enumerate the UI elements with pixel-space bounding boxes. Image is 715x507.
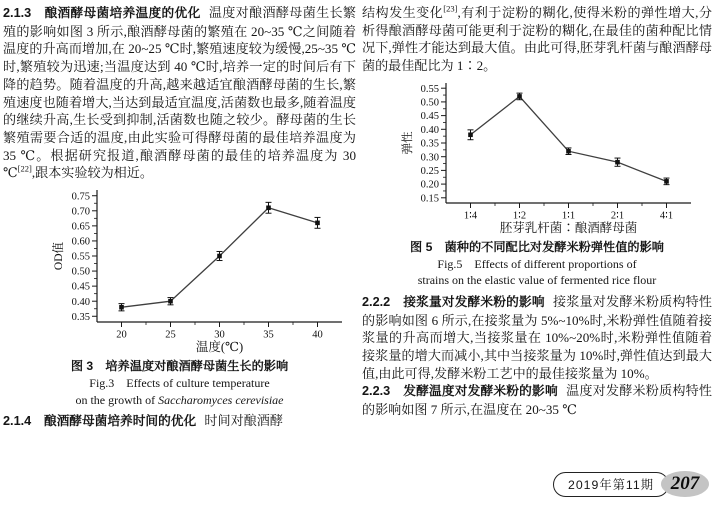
svg-text:0.55: 0.55 [420,83,439,95]
paragraph-continuation-text: 结构发生变化 [362,5,444,20]
svg-text:OD值: OD值 [53,241,65,271]
figure-3-caption [3,358,356,408]
section-heading-2-1-3: 2.1.3 酿酒酵母菌培养温度的优化 [3,6,201,20]
figure-3-caption-en-line2: on the growth of Saccharomyces cerevisiae [75,392,284,407]
paragraph-2-1-4 [3,412,356,431]
svg-text:0.30: 0.30 [420,152,439,164]
figure-3 [3,186,356,408]
section-heading-2-2-3: 2.2.3 发酵温度对发酵米粉的影响 [362,384,558,399]
svg-text:0.25: 0.25 [420,165,439,177]
section-heading-2-2-2: 2.2.2 接浆量对发酵米粉的影响 [362,294,545,309]
paragraph-2-2-2 [362,293,712,383]
paragraph-2-1-3-text-end: ,跟本实验较为相近。 [31,165,153,181]
citation-ref-22: [22] [17,163,32,174]
svg-text:0.35: 0.35 [71,311,90,323]
svg-text:4∶1: 4∶1 [659,210,674,222]
figure-3-line-chart [51,186,351,356]
paragraph-2-2-3-text: 温度对发酵米粉质构特性的影响如图 7 所示,在温度在 20~35 ℃ [362,383,713,418]
page-footer [553,470,711,498]
svg-text:2∶1: 2∶1 [610,210,625,222]
paragraph-continuation-text-end: ,有利于淀粉的糊化,使得米粉的弹性增大,分析得酿酒酵母菌可能更利于淀粉的糊化,在最佳的菌种配比情况下,弹性才能达到最大值。由此可得,胚芽乳杆菌与酿酒酵母菌的最佳配比为 1∶2。 [362,5,712,74]
figure-5-caption-zh: 图 5 菌种的不同配比对发酵米粉弹性值的影响 [410,239,664,254]
right-column [362,4,712,419]
svg-text:0.40: 0.40 [71,296,90,308]
svg-text:弹性: 弹性 [402,131,414,155]
figure-5 [362,79,712,289]
svg-text:0.65: 0.65 [71,221,90,233]
svg-text:温度(℃): 温度(℃) [195,340,244,355]
left-column [3,4,356,431]
svg-text:35: 35 [263,329,274,341]
svg-text:1∶1: 1∶1 [561,210,576,222]
svg-text:30: 30 [214,329,225,341]
svg-text:0.50: 0.50 [420,97,439,109]
svg-text:0.15: 0.15 [420,193,439,205]
svg-text:40: 40 [312,329,323,341]
paragraph-2-2-2-text: 接浆量对发酵米粉质构特性的影响如图 6 所示,在接浆量为 5%~10%时,米粉弹性值随着接浆量的升高而增大,当接浆量在 10%~20%时,米粉弹性值随着接浆量的增大而减小,其中当接浆量为 10%时,弹性值达到最大值,由此可得,发酵米粉工艺中的最佳接浆量为 10%。 [362,293,713,381]
svg-text:0.35: 0.35 [420,138,439,150]
section-heading-2-1-4: 2.1.4 酿酒酵母菌培养时间的优化 [3,414,197,429]
issue-label: 2019年第11期 [553,472,669,497]
figure-5-caption-en-line2: strains on the elastic value of fermented rice flour [417,273,657,288]
paragraph-continuation [362,4,712,75]
svg-text:0.55: 0.55 [71,251,90,263]
svg-text:0.50: 0.50 [71,266,90,278]
svg-text:0.40: 0.40 [420,124,439,136]
figure-5-caption-en-line1: Fig.5 Effects of different proportions of [437,256,637,271]
species-name-italic: Saccharomyces cerevisiae [158,392,284,407]
page-number: 207 [670,473,700,494]
svg-text:1∶2: 1∶2 [512,210,527,222]
svg-text:25: 25 [165,329,176,341]
page-number-badge [659,470,711,498]
paragraph-2-1-3 [3,4,356,182]
svg-text:0.45: 0.45 [420,111,439,123]
svg-text:0.60: 0.60 [71,236,90,248]
figure-3-caption-zh: 图 3 培养温度对酿酒酵母菌生长的影响 [70,359,289,374]
svg-text:1∶4: 1∶4 [463,210,478,222]
paragraph-2-2-3 [362,382,712,418]
figure-5-line-chart [400,79,700,237]
figure-3-caption-en-line1: Fig.3 Effects of culture temperature [89,376,270,391]
svg-text:0.70: 0.70 [71,206,90,218]
citation-ref-23: [23] [443,3,458,14]
paragraph-2-1-3-text: 温度对酿酒酵母菌生长繁殖的影响如图 3 所示,酿酒酵母菌的繁殖在 20~35 ℃之间随着温度的升高而增加,在 20~25 ℃时,繁殖速度较为缓慢,25~35 ℃时,繁殖较为迅速;当温度达到 40 ℃时,培养一定的时间后有下降的趋势。随着温度的升高,越来越适宜酿酒酵母菌的生长,繁殖速度也随着增大,当达到最适宜温度,活菌数也最多,随着温度的继续升高,生长受到抑制,活菌数也随之较少。酵母菌的生长繁殖需要合适的温度,由此实验可得酵母菌的最佳培养温度为 35 ℃。根据研究报道,酿酒酵母菌的最佳的培养温度为 30 ℃ [3,5,357,181]
svg-text:0.75: 0.75 [71,191,90,203]
svg-text:胚芽乳杆菌∶酿酒酵母菌: 胚芽乳杆菌∶酿酒酵母菌 [499,220,638,235]
paragraph-2-1-4-text: 时间对酿酒酵 [204,413,283,429]
svg-text:20: 20 [116,329,127,341]
svg-text:0.20: 0.20 [420,179,439,191]
figure-5-caption [362,239,712,289]
svg-text:0.45: 0.45 [71,281,90,293]
